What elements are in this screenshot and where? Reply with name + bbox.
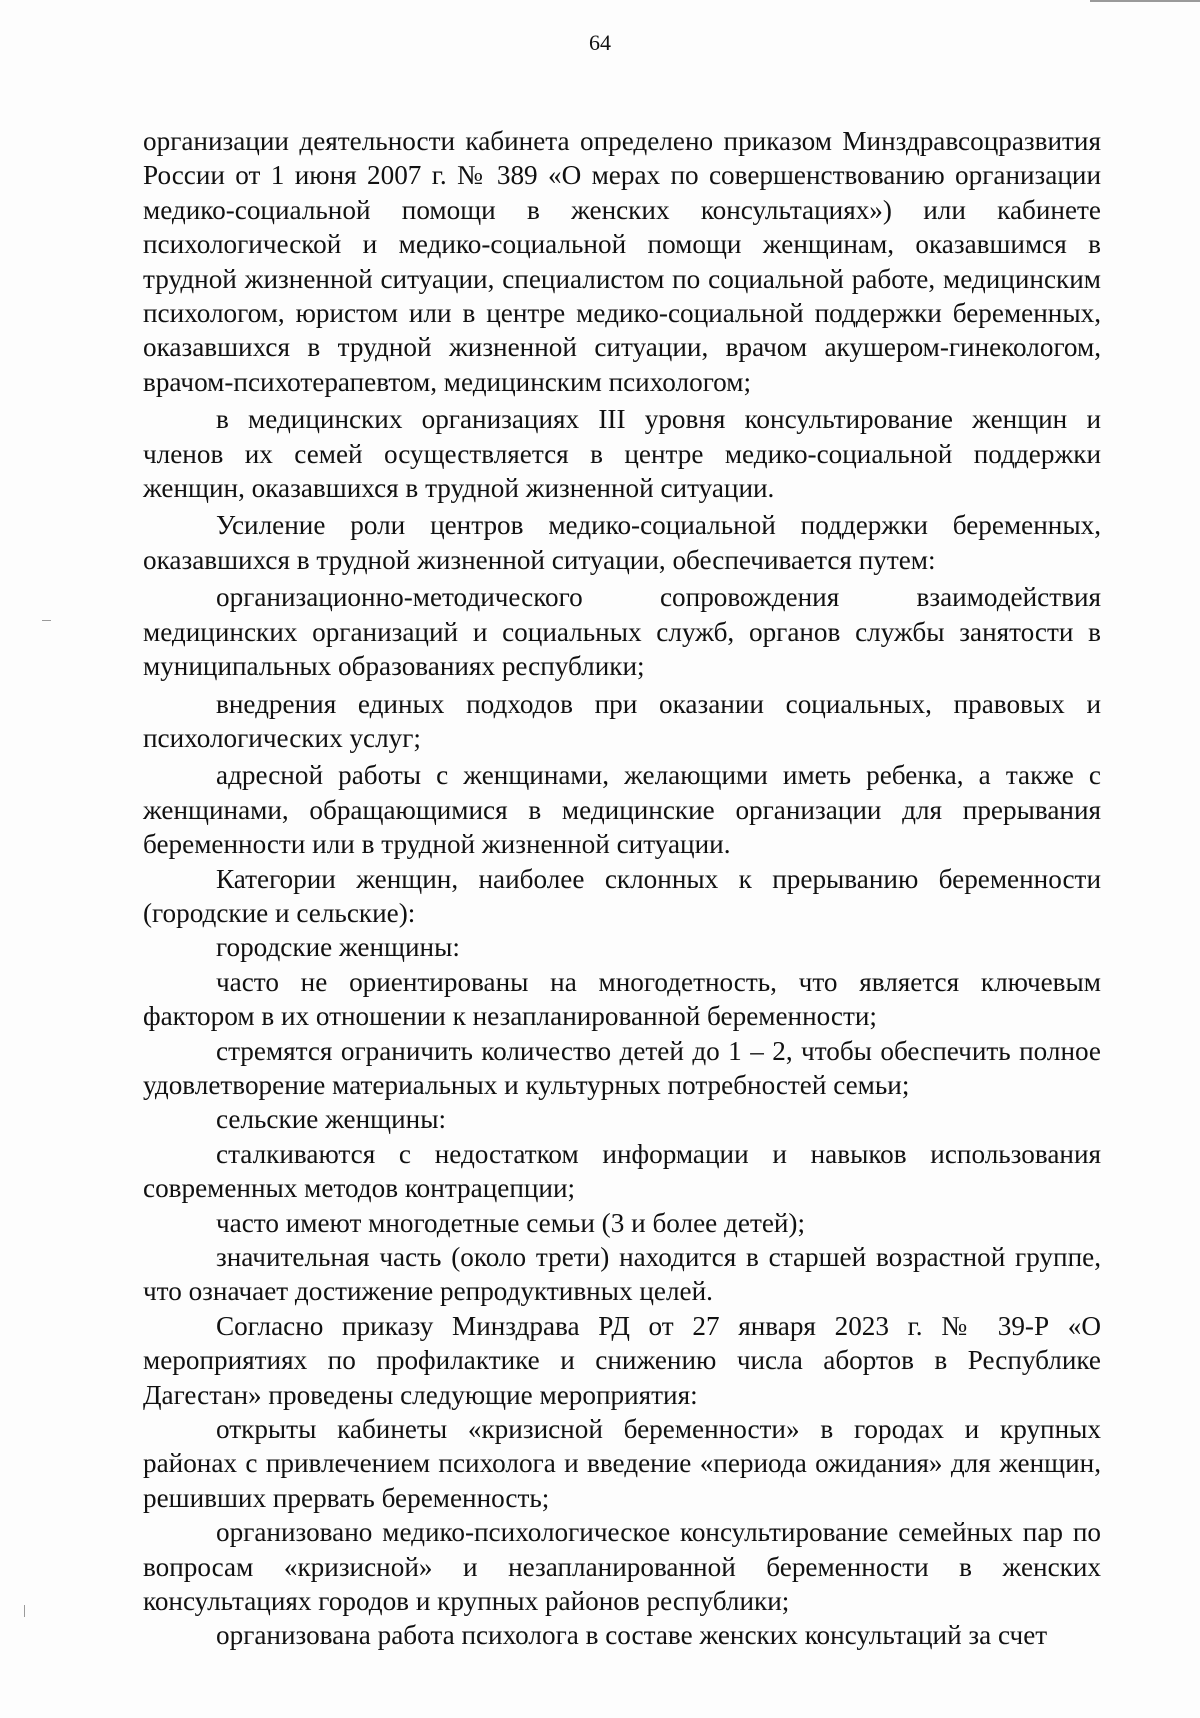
scan-mark-top-right: [1090, 0, 1200, 2]
document-body: [143, 124, 1101, 1653]
paragraph-rural-women: сельские женщины:: [216, 1104, 447, 1135]
paragraph-rural-contraception: сталкиваются с недостатком информации и навыков использования современных методов контрацепции;: [143, 1138, 1101, 1204]
paragraph-targeted-work: адресной работы с женщинами, желающими иметь ребенка, а также с женщинами, обращающимися в медицинские организации для прерывания беременности или в трудной жизненной ситуации.: [143, 760, 1101, 860]
paragraph-order-reference: Согласно приказу Минздрава РД от 27 января 2023 г. № 39-Р «О мероприятиях по профилактике и снижению числа абортов в Республике Дагестан» проведены следующие мероприятия:: [143, 1310, 1101, 1410]
page-number: 64: [589, 30, 611, 55]
paragraph-urban-large-families: часто не ориентированы на многодетность, что является ключевым фактором в их отношении к незапланированной беременности;: [143, 966, 1101, 1032]
paragraph-psychologist-work: организована работа психолога в составе женских консультаций за счет: [216, 1620, 1048, 1651]
paragraph-women-categories: Категории женщин, наиболее склонных к прерыванию беременности (городские и сельские):: [143, 863, 1101, 928]
paragraph-family-counseling: организовано медико-психологическое консультирование семейных пар по вопросам «кризисной» и незапланированной беременности в женских консультациях городов и крупных районов республики;: [143, 1517, 1101, 1617]
paragraph-crisis-offices: открыты кабинеты «кризисной беременности» в городах и крупных районах с привлечением психолога и введение «периода ожидания» для женщин, решивших прервать беременность;: [143, 1414, 1101, 1513]
paragraph-level-three-organizations: в медицинских организациях III уровня консультирование женщин и членов их семей осуществляется в центре медико-социальной поддержки женщин, оказавшихся в трудной жизненной ситуации.: [143, 404, 1101, 504]
paragraph-rural-older-group: значительная часть (около трети) находится в старшей возрастной группе, что означает достижение репродуктивных целей.: [143, 1242, 1101, 1307]
scan-mark-left: [42, 620, 51, 621]
scan-mark-left-lower: [24, 1605, 25, 1617]
paragraph-centers-role: Усиление роли центров медико-социальной поддержки беременных, оказавшихся в трудной жизненной ситуации, обеспечивается путем:: [143, 510, 1101, 575]
paragraph-continuation: организации деятельности кабинета определено приказом Минздравсоцразвития России от 1 июня 2007 г. № 389 «О мерах по совершенствованию организации медико-социальной помощи в женских консультациях») или кабинете психологической и медико-социальной помощи женщинам, оказавшимся в трудной жизненной ситуации, специалистом по социальной работе, медицинским психологом, юристом или в центре медико-социальной поддержки беременных, оказавшихся в трудной жизненной ситуации, врачом акушером-гинекологом, врачом-психотерапевтом, медицинским психологом;: [143, 126, 1101, 397]
paragraph-urban-limit-children: стремятся ограничить количество детей до 1 – 2, чтобы обеспечить полное удовлетворение материальных и культурных потребностей семьи;: [143, 1035, 1101, 1100]
paragraph-rural-large-families: часто имеют многодетные семьи (3 и более детей);: [216, 1207, 806, 1238]
paragraph-urban-women: городские женщины:: [216, 932, 460, 963]
paragraph-unified-approaches: внедрения единых подходов при оказании социальных, правовых и психологических услуг;: [143, 688, 1101, 753]
paragraph-methodical-support: организационно-методического сопровождения взаимодействия медицинских организаций и социальных служб, органов службы занятости в муниципальных образованиях республики;: [143, 582, 1101, 682]
